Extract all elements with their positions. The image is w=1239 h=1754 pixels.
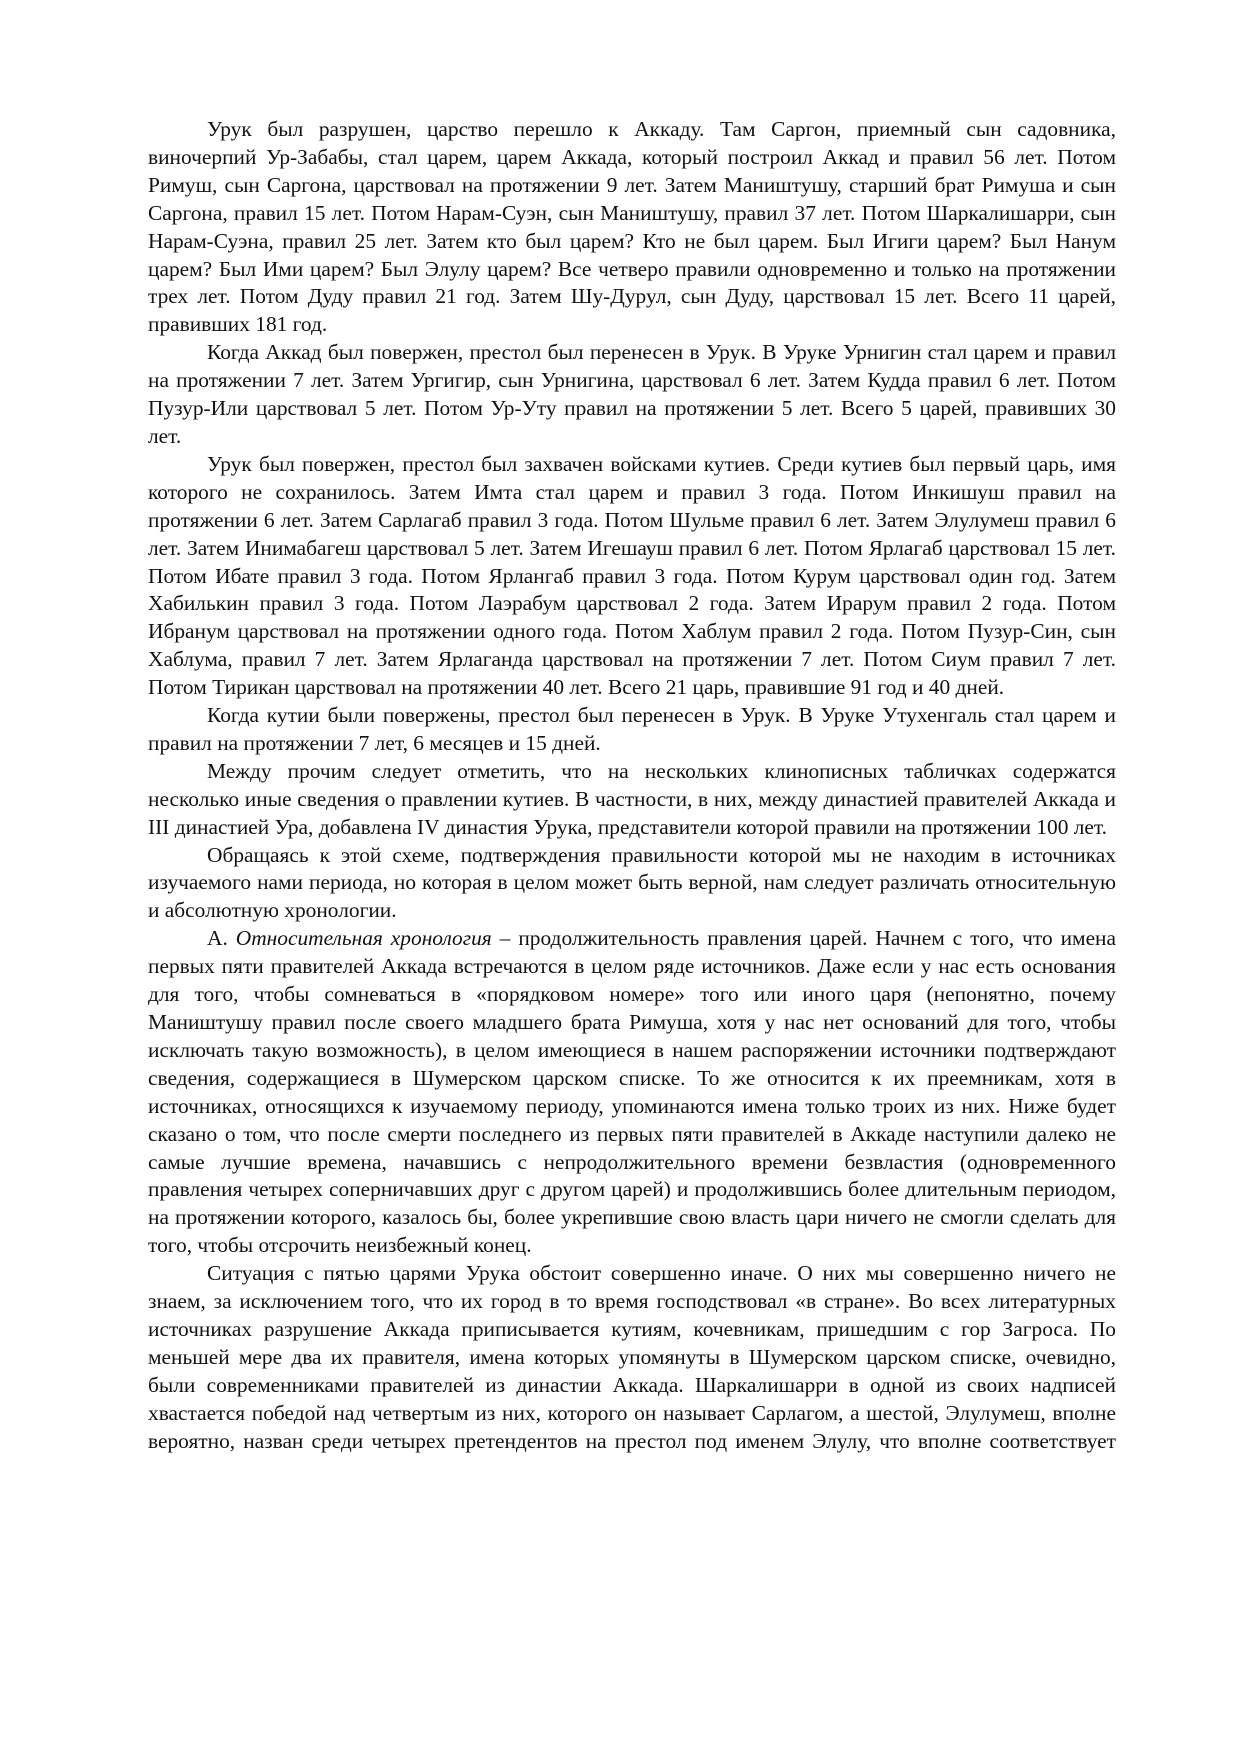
section-prefix: А. xyxy=(207,926,236,951)
paragraph-uruk-kings: Ситуация с пятью царями Урука обстоит совершенно иначе. О них мы совершенно ничего не знаем, за исключением того, что их город в то время господствовал «в стране». Во всех литературных источниках разрушение Аккада приписывается кутиям, кочевникам, пришедшим с гор Загроса. По меньшей мере два их правителя, имена которых упомянуты в Шумерском царском списке, очевидно, были современниками правителей из династии Аккада. Шаркалишарри в одной из своих надписей хвастается победой над четвертым из них, которого он называет Сарлагом, а шестой, Элулумеш, вполне вероятно, назван среди четырех претендентов на престол под именем Элулу, что вполне соответствует xyxy=(148,1261,1116,1453)
paragraph-relative-chronology xyxy=(148,925,1116,1260)
section-text: – продолжительность правления царей. Начнем с того, что имена первых пяти правителей Аккада встречаются в целом ряде источников. Даже если у нас есть основания для того, чтобы сомневаться в «порядковом номере» того или иного царя (непонятно, почему Маништушу правил после своего младшего брата Римуша, хотя у нас нет оснований для того, чтобы исключать такую возможность), в целом имеющиеся в нашем распоряжении источники подтверждают сведения, содержащиеся в Шумерском царском списке. То же относится к их преемникам, хотя в источниках, относящихся к изучаемому периоду, упоминаются имена только троих из них. Ниже будет сказано о том, что после смерти последнего из первых пяти правителей в Аккаде наступили далеко не самые лучшие времена, начавшись с непродолжительного времени безвластия (одновременного правления четырех соперничавших друг с другом царей) и продолжившись более длительным периодом, на протяжении которого, казалось бы, более укрепившие свою власть цари ничего не смогли сделать для того, чтобы отсрочить неизбежный конец. xyxy=(148,926,1117,1258)
paragraph-akkad-dynasty: Урук был разрушен, царство перешло к Аккаду. Там Саргон, приемный сын садовника, виночерпий Ур-Забабы, стал царем, царем Аккада, который построил Аккад и правил 56 лет. Потом Римуш, сын Саргона, царствовал на протяжении 9 лет. Затем Маништушу, старший брат Римуша и сын Саргона, правил 15 лет. Потом Нарам-Суэн, сын Маништушу, правил 37 лет. Потом Шаркалишарри, сын Нарам-Суэна, правил 25 лет. Затем кто был царем? Кто не был царем. Был Игиги царем? Был Нанум царем? Был Ими царем? Был Элулу царем? Все четверо правили одновременно и только на протяжении трех лет. Потом Дуду правил 21 год. Затем Шу-Дурул, сын Дуду, царствовал 15 лет. Всего 11 царей, правивших 181 год. xyxy=(148,117,1116,337)
paragraph-gutian-note: Между прочим следует отметить, что на нескольких клинописных табличках содержатся несколько иные сведения о правлении кутиев. В частности, в них, между династией правителей Аккада и III династией Ура, добавлена IV династия Урука, представители которой правили на протяжении 100 лет. xyxy=(148,758,1116,839)
document-page xyxy=(148,116,1116,1456)
paragraph-gutian-dynasty: Урук был повержен, престол был захвачен войсками кутиев. Среди кутиев был первый царь, имя которого не сохранилось. Затем Имта стал царем и правил 3 года. Потом Инкишуш правил на протяжении 6 лет. Затем Сарлагаб правил 3 года. Потом Шульме правил 6 лет. Затем Элулумеш правил 6 лет. Затем Инимабагеш царствовал 5 лет. Затем Игешауш правил 6 лет. Потом Ярлагаб царствовал 15 лет. Потом Ибате правил 3 года. Потом Ярлангаб правил 3 года. Потом Курум царствовал один год. Затем Хабилькин правил 3 года. Потом Лаэрабум царствовал 2 года. Затем Ирарум правил 2 года. Потом Ибранум царствовал на протяжении одного года. Потом Хаблум правил 2 года. Потом Пузур-Син, сын Хаблума, правил 7 лет. Затем Ярлаганда царствовал на протяжении 7 лет. Потом Сиум правил 7 лет. Потом Тирикан царствовал на протяжении 40 лет. Всего 21 царь, правившие 91 год и 40 дней. xyxy=(148,451,1116,700)
paragraph-uruk-dynasty: Когда Аккад был повержен, престол был перенесен в Урук. В Уруке Урнигин стал царем и правил на протяжении 7 лет. Затем Ургигир, сын Урнигина, царствовал 6 лет. Затем Кудда правил 6 лет. Потом Пузур-Или царствовал 5 лет. Потом Ур-Уту правил на протяжении 5 лет. Всего 5 царей, правивших 30 лет. xyxy=(148,340,1116,448)
paragraph-chronology-intro: Обращаясь к этой схеме, подтверждения правильности которой мы не находим в источниках изучаемого нами периода, но которая в целом может быть верной, нам следует различать относительную и абсолютную хронологии. xyxy=(148,842,1116,923)
paragraph-utukhengal: Когда кутии были повержены, престол был перенесен в Урук. В Уруке Утухенгаль стал царем и правил на протяжении 7 лет, 6 месяцев и 15 дней. xyxy=(148,703,1116,755)
section-term: Относительная хронология xyxy=(235,926,492,951)
